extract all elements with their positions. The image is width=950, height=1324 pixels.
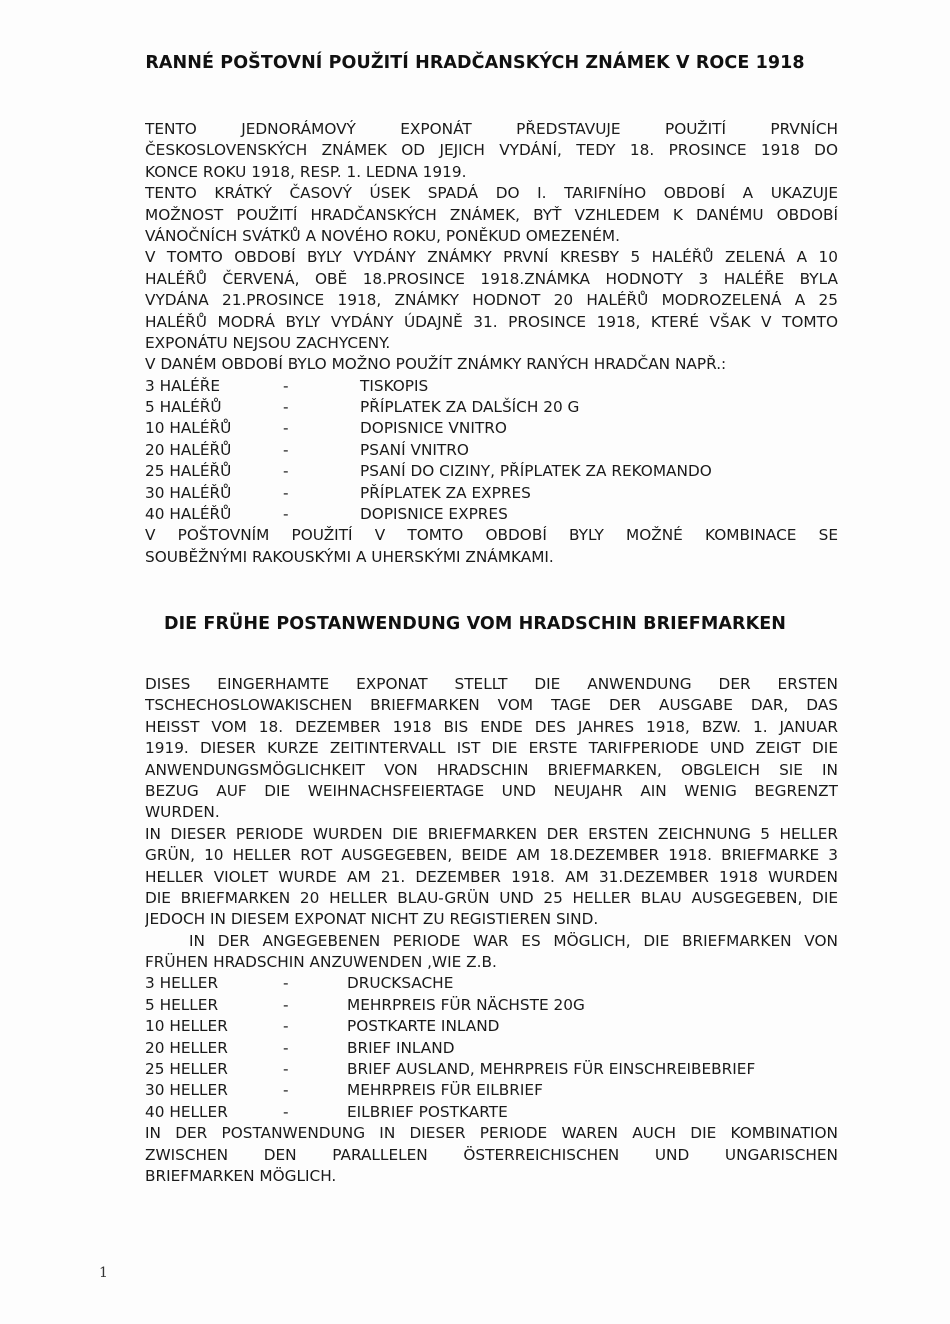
paragraph-line: BRIEFMARKEN MÖGLICH. (145, 1166, 337, 1185)
rate-row (145, 461, 838, 482)
czech-body (145, 119, 838, 568)
rate-usage: EILBRIEF POSTKARTE (347, 1102, 508, 1121)
paragraph-line: KONCE ROKU 1918, RESP. 1. LEDNA 1919. (145, 162, 467, 181)
paragraph-line: TENTO JEDNORÁMOVÝ EXPONÁT PŘEDSTAVUJE POUŽITÍ PRVNÍCH (145, 120, 838, 138)
rate-usage: PŘÍPLATEK ZA DALŠÍCH 20 G (360, 398, 580, 417)
rate-usage: BRIEF AUSLAND, MEHRPREIS FÜR EINSCHREIBEBRIEF (347, 1060, 756, 1079)
paragraph-line: DISES EINGERHAMTE EXPONAT STELLT DIE ANWENDUNG DER ERSTEN (145, 675, 838, 693)
paragraph-line: MOŽNOST POUŽITÍ HRADČANSKÝCH ZNÁMEK, BYŤ VZHLEDEM K DANÉMU OBDOBÍ (145, 205, 838, 224)
rate-amount: 30 HELLER (145, 1081, 228, 1100)
rate-row (145, 1080, 838, 1101)
paragraph-line: IN DER POSTANWENDUNG IN DIESER PERIODE WAREN AUCH DIE KOMBINATION (145, 1124, 838, 1143)
rate-usage: POSTKARTE INLAND (347, 1017, 500, 1036)
rate-dash: - (283, 483, 289, 502)
rate-amount: 10 HELLER (145, 1017, 228, 1036)
czech-title: RANNÉ POŠTOVNÍ POUŽITÍ HRADČANSKÝCH ZNÁMEK V ROCE 1918 (145, 53, 805, 73)
paragraph-line: ANWENDUNGSMÖGLICHKEIT VON HRADSCHIN BRIEFMARKEN, OBGLEICH SIE IN (145, 760, 838, 779)
paragraph-line: WURDEN. (145, 803, 220, 822)
rate-row (145, 1102, 838, 1123)
rate-dash: - (283, 1017, 289, 1036)
paragraph-line: ZWISCHEN DEN PARALLELEN ÖSTERREICHISCHEN UND UNGARISCHEN (145, 1145, 838, 1164)
rate-dash: - (283, 376, 289, 395)
rate-row (145, 440, 838, 461)
paragraph-line: DIE BRIEFMARKEN 20 HELLER BLAU-GRÜN UND 25 HELLER BLAU AUSGEGEBEN, DIE (145, 888, 838, 907)
rate-row (145, 376, 838, 397)
rate-usage: PŘÍPLATEK ZA EXPRES (360, 483, 531, 502)
rate-amount: 40 HALÉŘŮ (145, 505, 232, 524)
rate-usage: BRIEF INLAND (347, 1038, 455, 1057)
rate-dash: - (283, 995, 289, 1014)
rate-dash: - (283, 974, 289, 993)
rate-row (145, 1038, 838, 1059)
rate-amount: 40 HELLER (145, 1102, 228, 1121)
paragraph-line: VÁNOČNÍCH SVÁTKŮ A NOVÉHO ROKU, PONĚKUD OMEZENÉM. (145, 226, 620, 245)
rate-row (145, 995, 838, 1016)
rate-amount: 25 HALÉŘŮ (145, 462, 232, 481)
rate-usage: DOPISNICE VNITRO (360, 419, 507, 438)
german-body (145, 674, 838, 1187)
rate-dash: - (283, 462, 289, 481)
rate-amount: 3 HELLER (145, 974, 219, 993)
rate-usage: PSANÍ DO CIZINY, PŘÍPLATEK ZA REKOMANDO (360, 462, 712, 481)
rate-amount: 10 HALÉŘŮ (145, 419, 232, 438)
page-number: 1 (99, 1265, 108, 1281)
rate-amount: 5 HALÉŘŮ (145, 398, 222, 417)
paragraph-line: VYDÁNA 21.PROSINCE 1918, ZNÁMKY HODNOT 20 HALÉŘŮ MODROZELENÁ A 25 (145, 291, 838, 310)
paragraph-line: HALÉŘŮ ČERVENÁ, OBĚ 18.PROSINCE 1918.ZNÁMKA HODNOTY 3 HALÉŘE BYLA (145, 269, 838, 288)
rate-dash: - (283, 505, 289, 524)
paragraph-line: FRÜHEN HRADSCHIN ANZUWENDEN ,WIE Z.B. (145, 953, 497, 972)
paragraph-line: V TOMTO OBDOBÍ BYLY VYDÁNY ZNÁMKY PRVNÍ KRESBY 5 HALÉŘŮ ZELENÁ A 10 (145, 248, 838, 267)
paragraph-line: 1919. DIESER KURZE ZEITINTERVALL IST DIE ERSTE TARIFPERIODE UND ZEIGT DIE (145, 739, 838, 758)
paragraph-line: BEZUG AUF DIE WEIHNACHSFEIERTAGE UND NEUJAHR AIN WENIG BEGRENZT (145, 781, 838, 800)
paragraph-line: V POŠTOVNÍM POUŽITÍ V TOMTO OBDOBÍ BYLY MOŽNÉ KOMBINACE SE (145, 526, 838, 545)
paragraph-line: ČESKOSLOVENSKÝCH ZNÁMEK OD JEJICH VYDÁNÍ, TEDY 18. PROSINCE 1918 DO (145, 141, 838, 160)
rate-amount: 20 HELLER (145, 1038, 228, 1057)
rate-amount: 3 HALÉŘE (145, 376, 221, 395)
paragraph-line: HEISST VOM 18. DEZEMBER 1918 BIS ENDE DES JAHRES 1918, BZW. 1. JANUAR (145, 717, 838, 736)
paragraph-line: HALÉŘŮ MODRÁ BYLY VYDÁNY ÚDAJNĚ 31. PROSINCE 1918, KTERÉ VŠAK V TOMTO (145, 312, 838, 331)
rate-row (145, 973, 838, 994)
rate-row (145, 1016, 838, 1037)
rate-dash: - (283, 1081, 289, 1100)
rate-row (145, 1059, 838, 1080)
rate-amount: 30 HALÉŘŮ (145, 483, 232, 502)
paragraph-line: EXPONÁTU NEJSOU ZACHYCENY. (145, 333, 391, 352)
rate-usage: MEHRPREIS FÜR NÄCHSTE 20G (347, 995, 585, 1014)
rate-row (145, 418, 838, 439)
paragraph-line: V DANÉM OBDOBÍ BYLO MOŽNO POUŽÍT ZNÁMKY RANÝCH HRADČAN NAPŘ.: (145, 355, 727, 374)
paragraph-line: JEDOCH IN DIESEM EXPONAT NICHT ZU REGISTIEREN SIND. (145, 910, 599, 929)
rate-row (145, 397, 838, 418)
rate-row (145, 483, 838, 504)
rate-dash: - (283, 419, 289, 438)
rate-dash: - (283, 398, 289, 417)
rate-dash: - (283, 1060, 289, 1079)
rate-usage: MEHRPREIS FÜR EILBRIEF (347, 1081, 543, 1100)
paragraph-line: SOUBĚŽNÝMI RAKOUSKÝMI A UHERSKÝMI ZNÁMKAMI. (145, 547, 554, 566)
rate-amount: 5 HELLER (145, 995, 219, 1014)
rate-row (145, 504, 838, 525)
paragraph-line: HELLER VIOLET WURDE AM 21. DEZEMBER 1918. AM 31.DEZEMBER 1918 WURDEN (145, 867, 838, 886)
paragraph-line: GRÜN, 10 HELLER ROT AUSGEGEBEN, BEIDE AM 18.DEZEMBER 1918. BRIEFMARKE 3 (145, 846, 838, 865)
rate-usage: DOPISNICE EXPRES (360, 505, 508, 524)
paragraph-line: TSCHECHOSLOWAKISCHEN BRIEFMARKEN VOM TAGE DER AUSGABE DAR, DAS (145, 696, 838, 715)
rate-usage: DRUCKSACHE (347, 974, 454, 993)
rate-usage: PSANÍ VNITRO (360, 440, 469, 459)
paragraph-line: TENTO KRÁTKÝ ČASOVÝ ÚSEK SPADÁ DO I. TARIFNÍHO OBDOBÍ A UKAZUJE (145, 184, 838, 203)
rate-dash: - (283, 1038, 289, 1057)
paragraph-line: IN DIESER PERIODE WURDEN DIE BRIEFMARKEN DER ERSTEN ZEICHNUNG 5 HELLER (145, 824, 838, 843)
rate-amount: 20 HALÉŘŮ (145, 440, 232, 459)
german-title: DIE FRÜHE POSTANWENDUNG VOM HRADSCHIN BRIEFMARKEN (163, 614, 787, 634)
rate-dash: - (283, 440, 289, 459)
rate-dash: - (283, 1102, 289, 1121)
paragraph-line: IN DER ANGEGEBENEN PERIODE WAR ES MÖGLICH, DIE BRIEFMARKEN VON (189, 931, 838, 950)
rate-amount: 25 HELLER (145, 1060, 228, 1079)
rate-usage: TISKOPIS (360, 376, 429, 395)
